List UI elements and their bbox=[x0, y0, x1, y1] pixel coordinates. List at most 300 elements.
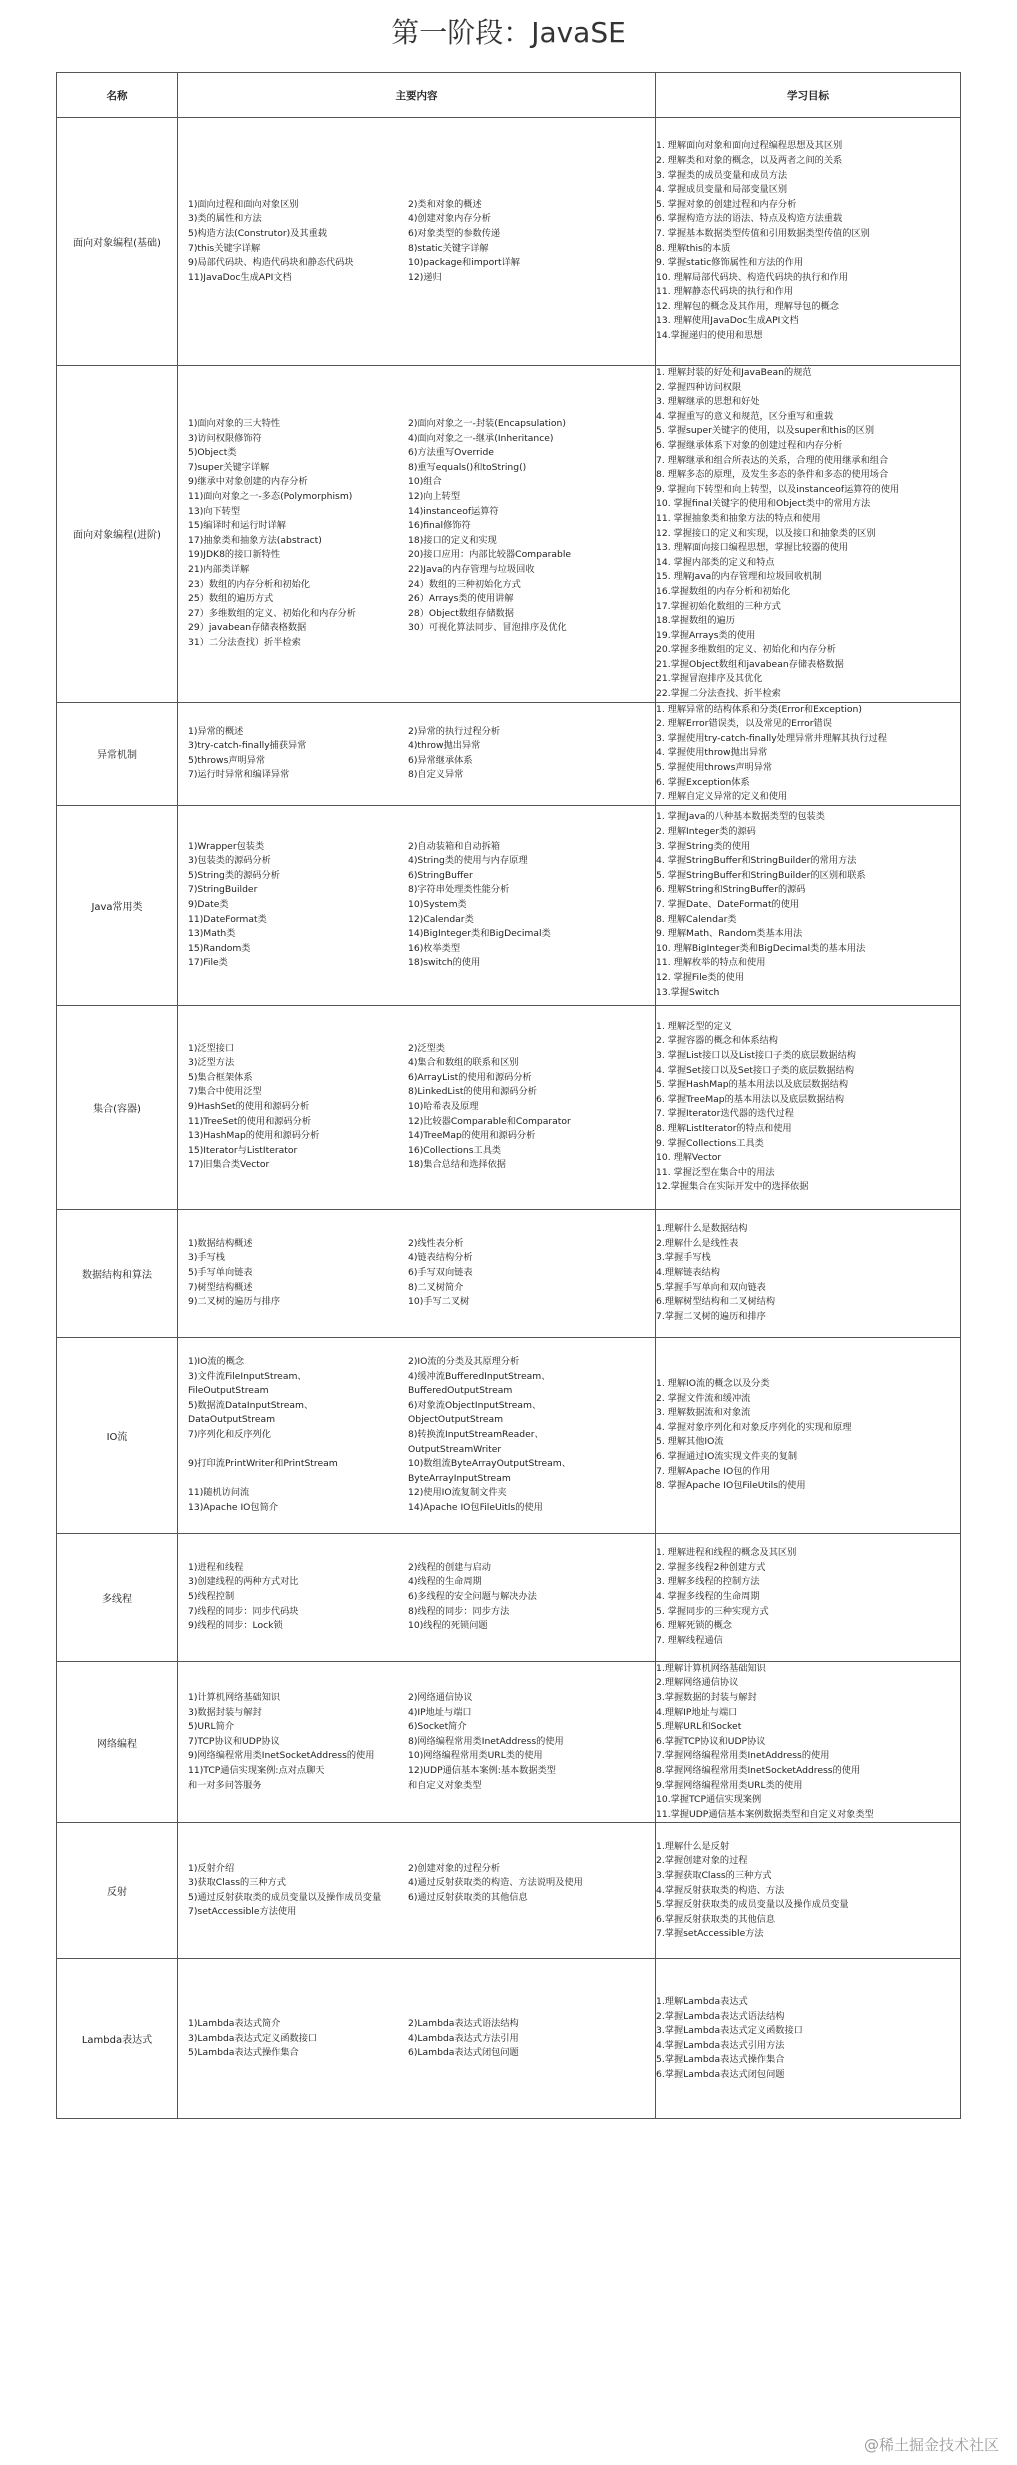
goal-item: 1. 掌握Java的八种基本数据类型的包装类 bbox=[656, 811, 825, 823]
main-content-item: 4)throw抛出异常 bbox=[408, 740, 481, 752]
goal-item: 5. 掌握同步的三种实现方式 bbox=[656, 1605, 769, 1617]
main-content-item: 9)二叉树的遍历与排序 bbox=[188, 1296, 281, 1308]
main-content-item: 4)创建对象内存分析 bbox=[408, 213, 491, 225]
main-content-list bbox=[178, 198, 655, 286]
goals-cell bbox=[656, 1533, 961, 1661]
topic-name: 面向对象编程(进阶) bbox=[57, 366, 178, 703]
main-content-item: 18)接口的定义和实现 bbox=[408, 534, 497, 546]
goal-item: 6. 理解死锁的概念 bbox=[656, 1620, 732, 1632]
goal-item: 20.掌握多维数组的定义、初始化和内存分析 bbox=[656, 644, 836, 656]
main-content-cell bbox=[178, 1959, 656, 2119]
main-content-item: 12)递归 bbox=[408, 271, 442, 283]
goal-item: 2.掌握创建对象的过程 bbox=[656, 1855, 748, 1867]
main-content-item: 9)Date类 bbox=[188, 899, 229, 911]
main-content-item: 2)IO流的分类及其原理分析 bbox=[408, 1356, 520, 1368]
main-content-item: 11)TCP通信实现案例:点对点聊天 和一对多问答服务 bbox=[188, 1764, 325, 1791]
main-content-item: 17)旧集合类Vector bbox=[188, 1159, 270, 1171]
main-content-item: 31）二分法查找）折半检索 bbox=[188, 636, 301, 648]
main-content-item: 17)抽象类和抽象方法(abstract) bbox=[188, 534, 322, 546]
main-content-item: 9)网络编程常用类InetSocketAddress的使用 bbox=[188, 1750, 375, 1762]
main-content-item: 10)线程的死锁问题 bbox=[408, 1620, 488, 1632]
goal-item: 5.掌握反射获取类的成员变量以及操作成员变量 bbox=[656, 1899, 849, 1911]
main-content-item: 10)System类 bbox=[408, 899, 467, 911]
table-body bbox=[57, 118, 961, 2119]
goal-item: 11. 掌握抽象类和抽象方法的特点和使用 bbox=[656, 512, 821, 524]
main-content-item: 5)Object类 bbox=[188, 447, 237, 459]
main-content-item: 12)UDP通信基本案例:基本数据类型 和自定义对象类型 bbox=[408, 1764, 556, 1791]
main-content-cell bbox=[178, 118, 656, 366]
main-content-item: 5)String类的源码分析 bbox=[188, 869, 280, 881]
topic-name: 反射 bbox=[57, 1823, 178, 1959]
main-content-item: 22)Java的内存管理与垃圾回收 bbox=[408, 564, 535, 576]
main-content-item: 16)枚举类型 bbox=[408, 942, 461, 954]
main-content-item: 7)StringBuilder bbox=[188, 884, 258, 896]
goal-item: 8. 理解ListIterator的特点和使用 bbox=[656, 1122, 792, 1134]
goal-item: 12.掌握集合在实际开发中的选择依据 bbox=[656, 1181, 809, 1193]
goal-item: 4.掌握Lambda表达式引用方法 bbox=[656, 2039, 785, 2051]
main-content-item: 14)TreeMap的使用和源码分析 bbox=[408, 1130, 536, 1142]
goal-item: 12. 理解包的概念及其作用，理解导包的概念 bbox=[656, 300, 839, 312]
main-content-item: 14)instanceof运算符 bbox=[408, 505, 499, 517]
goal-item: 7.掌握二叉树的遍历和排序 bbox=[656, 1310, 766, 1322]
goal-item: 1.理解计算机网络基础知识 bbox=[656, 1662, 766, 1674]
table-row bbox=[57, 1005, 961, 1209]
goal-item: 21.掌握冒泡排序及其优化 bbox=[656, 673, 763, 685]
goal-item: 1. 理解泛型的定义 bbox=[656, 1020, 732, 1032]
header-goal: 学习目标 bbox=[656, 73, 961, 118]
goal-item: 11. 理解枚举的特点和使用 bbox=[656, 957, 766, 969]
main-content-item: 1)计算机网络基础知识 bbox=[188, 1692, 281, 1703]
main-content-cell bbox=[178, 1533, 656, 1661]
goal-item: 7. 理解线程通信 bbox=[656, 1634, 723, 1646]
main-content-item: 2)泛型类 bbox=[408, 1042, 445, 1054]
main-content-item: 19)JDK8的接口新特性 bbox=[188, 549, 281, 561]
main-content-cell bbox=[178, 1823, 656, 1959]
main-content-item: 27）多维数组的定义、初始化和内存分析 bbox=[188, 607, 356, 619]
main-content-item: 10)网络编程常用类URL类的使用 bbox=[408, 1750, 543, 1762]
main-content-item: 2)创建对象的过程分析 bbox=[408, 1862, 501, 1874]
main-content-item: 11)随机访问流 bbox=[188, 1487, 250, 1499]
goal-item: 16.掌握数组的内存分析和初始化 bbox=[656, 585, 791, 597]
main-content-cell bbox=[178, 805, 656, 1005]
goal-item: 6. 理解String和StringBuffer的源码 bbox=[656, 884, 806, 896]
goal-item: 3. 理解数据流和对象流 bbox=[656, 1407, 751, 1419]
main-content-item: 5)手写单向链表 bbox=[188, 1267, 253, 1279]
goal-item: 10. 掌握final关键字的使用和Object类中的常用方法 bbox=[656, 498, 871, 510]
goal-item: 3. 理解多线程的控制方法 bbox=[656, 1576, 760, 1588]
goal-item: 8. 掌握Apache IO包FileUtils的使用 bbox=[656, 1480, 806, 1492]
goals-cell bbox=[656, 1661, 961, 1823]
main-content-item: 21)内部类详解 bbox=[188, 564, 250, 576]
main-content-item: 2)面向对象之一-封装(Encapsulation) bbox=[408, 418, 566, 430]
main-content-item: 24）数组的三种初始化方式 bbox=[408, 578, 521, 590]
main-content-list bbox=[178, 1862, 655, 1920]
main-content-item: 18)switch的使用 bbox=[408, 957, 481, 969]
goal-item: 9. 掌握向下转型和向上转型，以及instanceof运算符的使用 bbox=[656, 483, 900, 495]
goal-item: 1.理解Lambda表达式 bbox=[656, 1996, 748, 2008]
main-content-item: 15)Iterator与ListIterator bbox=[188, 1144, 298, 1156]
main-content-item: 8)二叉树简介 bbox=[408, 1281, 464, 1293]
goal-item: 10. 理解局部代码块、构造代码块的执行和作用 bbox=[656, 271, 849, 283]
goals-cell bbox=[656, 805, 961, 1005]
table-row bbox=[57, 1209, 961, 1337]
goal-item: 4.掌握反射获取类的构造、方法 bbox=[656, 1884, 785, 1896]
main-content-cell bbox=[178, 1337, 656, 1533]
main-content-item: 1)数据结构概述 bbox=[188, 1237, 253, 1249]
goal-item: 19.掌握Arrays类的使用 bbox=[656, 629, 756, 641]
main-content-item: 6)Socket简介 bbox=[408, 1721, 467, 1733]
goal-item: 13. 理解使用JavaDoc生成API文档 bbox=[656, 315, 799, 327]
table-row bbox=[57, 1533, 961, 1661]
main-content-item: 7)TCP协议和UDP协议 bbox=[188, 1735, 280, 1747]
main-content-item: 2)异常的执行过程分析 bbox=[408, 725, 501, 737]
main-content-item: 29）javabean存储表格数据 bbox=[188, 622, 307, 634]
goal-item: 5. 掌握HashMap的基本用法以及底层数据结构 bbox=[656, 1079, 849, 1091]
main-content-item: 1)进程和线程 bbox=[188, 1561, 244, 1573]
goal-item: 14. 掌握内部类的定义和特点 bbox=[656, 556, 775, 568]
main-content-item: 16)Collections工具类 bbox=[408, 1144, 502, 1156]
main-content-item: 5)Lambda表达式操作集合 bbox=[188, 2047, 299, 2059]
main-content-item: 5)通过反射获取类的成员变量以及操作成员变量 bbox=[188, 1891, 382, 1903]
main-content-item: 12)向上转型 bbox=[408, 491, 461, 503]
main-content-item: 7)序列化和反序列化 bbox=[188, 1429, 271, 1441]
goal-item: 3. 理解继承的思想和好处 bbox=[656, 396, 760, 408]
main-content-item: 11)面向对象之一-多态(Polymorphism) bbox=[188, 491, 353, 503]
main-content-item: 4)Lambda表达式方法引用 bbox=[408, 2032, 519, 2044]
main-content-item: 12)使用IO流复制文件夹 bbox=[408, 1487, 507, 1499]
goal-item: 9.掌握网络编程常用类URL类的使用 bbox=[656, 1779, 803, 1791]
main-content-item: 2)类和对象的概述 bbox=[408, 198, 482, 210]
goal-item: 7.掌握setAccessible方法 bbox=[656, 1928, 764, 1940]
main-content-item: 4)链表结构分析 bbox=[408, 1252, 473, 1264]
goal-item: 9. 理解Math、Random类基本用法 bbox=[656, 928, 803, 940]
page-title: 第一阶段：JavaSE bbox=[391, 16, 626, 49]
main-content-item: 4)缓冲流BufferedInputStream、 BufferedOutputStream bbox=[408, 1370, 551, 1397]
goal-item: 5. 理解其他IO流 bbox=[656, 1436, 724, 1448]
goal-item: 2. 掌握多线程2种创建方式 bbox=[656, 1561, 766, 1573]
main-content-item: 3)类的属性和方法 bbox=[188, 213, 262, 225]
goal-item: 7.掌握网络编程常用类InetAddress的使用 bbox=[656, 1750, 830, 1762]
goal-item: 2. 理解Error错误类，以及常见的Error错误 bbox=[656, 718, 832, 730]
main-content-item: 1)面向对象的三大特性 bbox=[188, 418, 281, 430]
main-content-item: 7)this关键字详解 bbox=[188, 242, 261, 254]
main-content-item: 4)通过反射获取类的构造、方法说明及使用 bbox=[408, 1877, 583, 1889]
goal-item: 2.理解什么是线性表 bbox=[656, 1237, 739, 1249]
main-content-item: 9)HashSet的使用和源码分析 bbox=[188, 1101, 310, 1113]
goal-item: 14.掌握递归的使用和思想 bbox=[656, 330, 763, 342]
main-content-item: 8)线程的同步：同步方法 bbox=[408, 1605, 510, 1617]
main-content-item: 28）Object数组存储数据 bbox=[408, 607, 514, 619]
main-content-item: 30）可视化算法同步、冒泡排序及优化 bbox=[408, 622, 567, 634]
goal-item: 3. 掌握List接口以及List接口子类的底层数据结构 bbox=[656, 1049, 856, 1061]
goal-item: 7. 理解自定义异常的定义和使用 bbox=[656, 791, 788, 803]
main-content-item: 11)DateFormat类 bbox=[188, 913, 267, 925]
main-content-item: 6)对象流ObjectInputStream、 ObjectOutputStream bbox=[408, 1399, 542, 1426]
topic-name: 面向对象编程(基础) bbox=[57, 118, 178, 366]
main-content-item: 20)接口应用：内部比较器Comparable bbox=[408, 549, 572, 561]
goal-item: 5.理解URL和Socket bbox=[656, 1721, 742, 1733]
main-content-item: 4)面向对象之一-继承(Inheritance) bbox=[408, 432, 554, 444]
main-content-item: 2)自动装箱和自动拆箱 bbox=[408, 840, 501, 852]
main-content-item: 3)访问权限修饰符 bbox=[188, 432, 262, 444]
main-content-cell bbox=[178, 1661, 656, 1823]
main-content-item: 6)StringBuffer bbox=[408, 869, 473, 881]
main-content-item: 3)创建线程的两种方式对比 bbox=[188, 1576, 299, 1588]
goal-item: 7. 掌握Iterator迭代器的迭代过程 bbox=[656, 1108, 794, 1120]
main-content-list bbox=[178, 1561, 655, 1634]
main-content-item: 3)包装类的源码分析 bbox=[188, 855, 271, 867]
main-content-item: 13)Apache IO包简介 bbox=[188, 1501, 278, 1513]
main-content-item: 6)多线程的安全问题与解决办法 bbox=[408, 1591, 537, 1603]
goals-cell bbox=[656, 118, 961, 366]
main-content-item: 26）Arrays类的使用讲解 bbox=[408, 593, 514, 605]
main-content-item: 25）数组的遍历方式 bbox=[188, 593, 274, 605]
main-content-item: 13)向下转型 bbox=[188, 505, 241, 517]
main-content-item: 6)手写双向链表 bbox=[408, 1267, 473, 1279]
main-content-item: 10)手写二叉树 bbox=[408, 1296, 470, 1308]
main-content-list bbox=[178, 2017, 655, 2061]
main-content-item: 13)HashMap的使用和源码分析 bbox=[188, 1130, 320, 1142]
main-content-list bbox=[178, 1237, 655, 1310]
goal-item: 22.掌握二分法查找、折半检索 bbox=[656, 688, 781, 700]
main-content-item: 17)File类 bbox=[188, 957, 228, 969]
goal-item: 21.掌握Object数组和javabean存储表格数据 bbox=[656, 658, 844, 670]
goal-item: 6.掌握TCP协议和UDP协议 bbox=[656, 1735, 766, 1747]
goal-item: 4. 掌握重写的意义和规范，区分重写和重载 bbox=[656, 410, 834, 422]
goal-item: 2. 理解Integer类的源码 bbox=[656, 826, 756, 838]
goal-item: 3.掌握Lambda表达式定义函数接口 bbox=[656, 2025, 803, 2037]
main-content-item: 1)泛型接口 bbox=[188, 1042, 235, 1054]
goal-item: 1. 理解IO流的概念以及分类 bbox=[656, 1377, 770, 1389]
main-content-item: 6)方法重写Override bbox=[408, 447, 494, 459]
main-content-item: 1)Lambda表达式简介 bbox=[188, 2017, 281, 2029]
goal-item: 5.掌握Lambda表达式操作集合 bbox=[656, 2054, 785, 2066]
goal-item: 6.理解树型结构和二叉树结构 bbox=[656, 1296, 776, 1308]
topic-name: 异常机制 bbox=[57, 702, 178, 805]
goal-item: 5. 掌握super关键字的使用，以及super和this的区别 bbox=[656, 425, 875, 437]
goal-item: 4. 掌握成员变量和局部变量区别 bbox=[656, 184, 788, 196]
main-content-item: 7)树型结构概述 bbox=[188, 1281, 253, 1293]
main-content-item: 4)String类的使用与内存原理 bbox=[408, 855, 528, 867]
main-content-item: 4)线程的生命周期 bbox=[408, 1576, 482, 1588]
main-content-item: 5)数据流DataInputStream、 DataOutputStream bbox=[188, 1399, 314, 1426]
goal-item: 5. 掌握对象的创建过程和内存分析 bbox=[656, 198, 797, 210]
main-content-item: 8)网络编程常用类InetAddress的使用 bbox=[408, 1735, 564, 1747]
main-content-item: 23）数组的内存分析和初始化 bbox=[188, 578, 310, 590]
goal-item: 4. 掌握多线程的生命周期 bbox=[656, 1591, 760, 1603]
main-content-item: 3)try-catch-finally捕获异常 bbox=[188, 740, 307, 752]
goal-item: 4.理解链表结构 bbox=[656, 1267, 720, 1279]
goal-item: 7. 掌握Date、DateFormat的使用 bbox=[656, 899, 800, 911]
topic-name: 数据结构和算法 bbox=[57, 1209, 178, 1337]
goal-item: 3.掌握数据的封装与解封 bbox=[656, 1692, 757, 1703]
goal-item: 6.掌握Lambda表达式闭包问题 bbox=[656, 2069, 785, 2081]
goal-item: 11.掌握UDP通信基本案例数据类型和自定义对象类型 bbox=[656, 1808, 874, 1820]
main-content-item: 10)数组流ByteArrayOutputStream、 ByteArrayInputStream bbox=[408, 1458, 571, 1484]
goal-item: 8. 理解Calendar类 bbox=[656, 913, 737, 925]
goal-item: 4. 掌握使用throw抛出异常 bbox=[656, 747, 768, 759]
main-content-item: 9)线程的同步：Lock锁 bbox=[188, 1620, 283, 1632]
main-content-list bbox=[178, 840, 655, 971]
goals-cell bbox=[656, 1959, 961, 2119]
main-content-item: 9)局部代码块、构造代码块和静态代码块 bbox=[188, 257, 354, 269]
goal-item: 3.掌握获取Class的三种方式 bbox=[656, 1869, 772, 1881]
main-content-item: 3)泛型方法 bbox=[188, 1057, 235, 1069]
main-content-item: 1)反射介绍 bbox=[188, 1862, 235, 1874]
main-content-item: 10)组合 bbox=[408, 476, 442, 488]
main-content-item: 15)编译时和运行时详解 bbox=[188, 520, 286, 532]
goal-item: 6. 掌握Exception体系 bbox=[656, 776, 750, 788]
main-content-item: 1)IO流的概念 bbox=[188, 1356, 245, 1368]
goal-item: 13. 理解面向接口编程思想，掌握比较器的使用 bbox=[656, 542, 849, 554]
table-row bbox=[57, 1661, 961, 1823]
goal-item: 6.掌握反射获取类的其他信息 bbox=[656, 1913, 776, 1925]
main-content-cell bbox=[178, 702, 656, 805]
goal-item: 5.掌握手写单向和双向链表 bbox=[656, 1281, 766, 1293]
goal-item: 1. 理解进程和线程的概念及其区别 bbox=[656, 1547, 797, 1559]
main-content-item: 7)集合中使用泛型 bbox=[188, 1086, 262, 1098]
goal-item: 6. 掌握继承体系下对象的创建过程和内存分析 bbox=[656, 439, 843, 451]
goal-item: 3. 掌握类的成员变量和成员方法 bbox=[656, 169, 788, 181]
goal-item: 8.掌握网络编程常用类InetSocketAddress的使用 bbox=[656, 1764, 861, 1776]
main-content-item: 5)throws声明异常 bbox=[188, 754, 266, 766]
goal-item: 11. 理解静态代码块的执行和作用 bbox=[656, 286, 793, 298]
main-content-item: 8)重写equals()和toString() bbox=[408, 461, 527, 473]
goal-item: 11. 掌握泛型在集合中的用法 bbox=[656, 1166, 775, 1178]
goals-cell bbox=[656, 1005, 961, 1209]
table-header-row bbox=[57, 73, 961, 118]
main-content-item: 1)面向过程和面向对象区别 bbox=[188, 198, 299, 210]
goal-item: 10. 理解Vector bbox=[656, 1152, 722, 1164]
main-content-item: 1)Wrapper包装类 bbox=[188, 840, 265, 852]
goal-item: 3.掌握手写栈 bbox=[656, 1252, 711, 1264]
topic-name: Java常用类 bbox=[57, 805, 178, 1005]
main-content-item: 12)比较器Comparable和Comparator bbox=[408, 1115, 571, 1127]
table-row bbox=[57, 1823, 961, 1959]
topic-name: 网络编程 bbox=[57, 1661, 178, 1823]
goal-item: 18.掌握数组的遍历 bbox=[656, 615, 735, 627]
goal-item: 12. 掌握File类的使用 bbox=[656, 971, 745, 983]
table-row bbox=[57, 1337, 961, 1533]
main-content-item: 3)手写栈 bbox=[188, 1252, 225, 1264]
goal-item: 2.掌握Lambda表达式语法结构 bbox=[656, 2010, 785, 2022]
main-content-item: 16)final修饰符 bbox=[408, 520, 471, 532]
goal-item: 8. 理解多态的原理，及发生多态的条件和多态的使用场合 bbox=[656, 469, 889, 481]
main-content-item: 14)Apache IO包FileUitls的使用 bbox=[408, 1501, 543, 1513]
main-content-item: 6)异常继承体系 bbox=[408, 754, 473, 766]
goal-item: 17.掌握初始化数组的三种方式 bbox=[656, 600, 781, 612]
main-content-item: 7)setAccessible方法使用 bbox=[188, 1906, 297, 1918]
goal-item: 4. 掌握Set接口以及Set接口子类的底层数据结构 bbox=[656, 1064, 855, 1076]
main-content-item: 9)继承中对象创建的内存分析 bbox=[188, 476, 308, 488]
goal-item: 6. 掌握构造方法的语法、特点及构造方法重载 bbox=[656, 213, 843, 225]
goal-item: 13.掌握Switch bbox=[656, 986, 720, 998]
main-content-item: 6)ArrayList的使用和源码分析 bbox=[408, 1071, 532, 1083]
goal-item: 9. 掌握Collections工具类 bbox=[656, 1137, 764, 1149]
table-row bbox=[57, 366, 961, 703]
main-content-list bbox=[178, 725, 655, 783]
main-content-item: 11)JavaDoc生成API文档 bbox=[188, 271, 292, 283]
goal-item: 4. 掌握对象序列化和对象反序列化的实现和原理 bbox=[656, 1421, 852, 1433]
topic-name: 集合(容器) bbox=[57, 1005, 178, 1209]
goal-item: 15. 理解Java的内存管理和垃圾回收机制 bbox=[656, 571, 822, 583]
table-row bbox=[57, 118, 961, 366]
goals-cell bbox=[656, 1337, 961, 1533]
goal-item: 4. 掌握StringBuffer和StringBuilder的常用方法 bbox=[656, 855, 857, 867]
main-content-item: 15)Random类 bbox=[188, 942, 251, 954]
main-content-item: 10)package和import详解 bbox=[408, 257, 520, 269]
goal-item: 2.理解网络通信协议 bbox=[656, 1677, 739, 1689]
main-content-item: 4)IP地址与端口 bbox=[408, 1706, 472, 1718]
curriculum-table bbox=[56, 72, 961, 2119]
goal-item: 10. 理解BigInteger类和BigDecimal类的基本用法 bbox=[656, 942, 866, 954]
goal-item: 3. 掌握String类的使用 bbox=[656, 840, 751, 852]
main-content-item: 3)文件流FileInputStream、 FileOutputStream bbox=[188, 1370, 307, 1397]
main-content-item: 5)集合框架体系 bbox=[188, 1071, 253, 1083]
goal-item: 2. 理解类和对象的概念，以及两者之间的关系 bbox=[656, 154, 843, 166]
goal-item: 7. 掌握基本数据类型传值和引用数据类型传值的区别 bbox=[656, 227, 870, 239]
goal-item: 1. 理解异常的结构体系和分类(Error和Exception) bbox=[656, 703, 862, 715]
main-content-cell bbox=[178, 1005, 656, 1209]
goal-item: 2. 掌握文件流和缓冲流 bbox=[656, 1392, 751, 1404]
goal-item: 1. 理解封装的好处和JavaBean的规范 bbox=[656, 367, 812, 378]
main-content-cell bbox=[178, 366, 656, 703]
main-content-list bbox=[178, 417, 655, 651]
main-content-item: 8)转换流InputStreamReader、 OutputStreamWriter bbox=[408, 1429, 544, 1455]
main-content-item: 10)哈希表及原理 bbox=[408, 1101, 479, 1113]
watermark: @稀土掘金技术社区 bbox=[863, 2436, 999, 2454]
main-content-item: 12)Calendar类 bbox=[408, 913, 474, 925]
goal-item: 1.理解什么是反射 bbox=[656, 1840, 730, 1852]
main-content-item: 3)获取Class的三种方式 bbox=[188, 1877, 286, 1889]
main-content-item: 2)网络通信协议 bbox=[408, 1692, 473, 1703]
main-content-item: 8)LinkedList的使用和源码分析 bbox=[408, 1086, 537, 1098]
goal-item: 9. 掌握static修饰属性和方法的作用 bbox=[656, 257, 804, 269]
header-name: 名称 bbox=[57, 73, 178, 118]
main-content-item: 5)URL简介 bbox=[188, 1721, 235, 1733]
main-content-item: 7)运行时异常和编译异常 bbox=[188, 769, 290, 781]
main-content-item: 8)自定义异常 bbox=[408, 769, 464, 781]
main-content-item: 6)通过反射获取类的其他信息 bbox=[408, 1891, 528, 1903]
main-content-item: 9)打印流PrintWriter和PrintStream bbox=[188, 1458, 338, 1470]
goal-item: 10.掌握TCP通信实现案例 bbox=[656, 1794, 762, 1806]
main-content-item: 5)构造方法(Construtor)及其重载 bbox=[188, 227, 327, 239]
main-content-item: 6)对象类型的参数传递 bbox=[408, 227, 501, 239]
header-main: 主要内容 bbox=[178, 73, 656, 118]
main-content-item: 13)Math类 bbox=[188, 928, 236, 940]
main-content-list bbox=[178, 1042, 655, 1173]
goals-cell bbox=[656, 702, 961, 805]
main-content-item: 7)super关键字详解 bbox=[188, 461, 270, 473]
table-row bbox=[57, 1959, 961, 2119]
goal-item: 4.理解IP地址与端口 bbox=[656, 1706, 738, 1718]
main-content-item: 18)集合总结和选择依据 bbox=[408, 1159, 506, 1171]
main-content-item: 3)Lambda表达式定义函数接口 bbox=[188, 2032, 318, 2044]
goal-item: 2. 掌握容器的概念和体系结构 bbox=[656, 1035, 778, 1047]
main-content-item bbox=[408, 1905, 648, 1920]
main-content-item: 1)异常的概述 bbox=[188, 725, 244, 737]
goals-cell bbox=[656, 1823, 961, 1959]
main-content-list bbox=[178, 1691, 655, 1793]
table-row bbox=[57, 702, 961, 805]
table-row bbox=[57, 805, 961, 1005]
goal-item: 12. 掌握接口的定义和实现，以及接口和抽象类的区别 bbox=[656, 527, 876, 539]
topic-name: Lambda表达式 bbox=[57, 1959, 178, 2119]
goal-item: 6. 掌握TreeMap的基本用法以及底层数据结构 bbox=[656, 1093, 845, 1105]
goal-item: 1.理解什么是数据结构 bbox=[656, 1223, 748, 1235]
main-content-item: 3)数据封装与解封 bbox=[188, 1706, 262, 1718]
main-content-item: 4)集合和数组的联系和区别 bbox=[408, 1057, 519, 1069]
